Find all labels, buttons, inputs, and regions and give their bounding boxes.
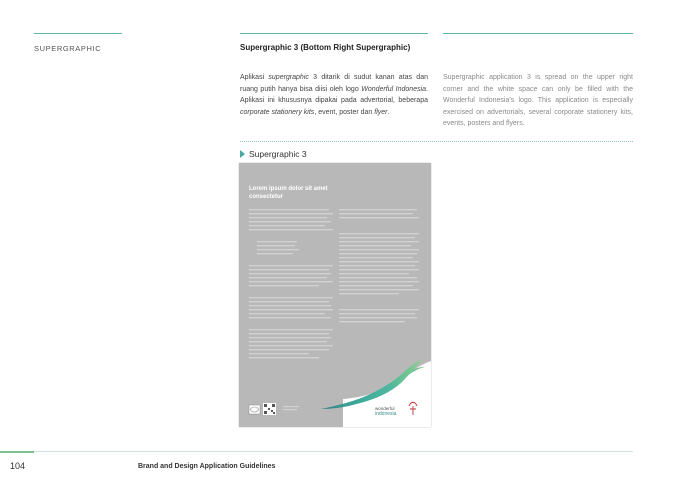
- footer-rule: [34, 451, 633, 452]
- description-indonesian: Aplikasi supergraphic 3 ditarik di sudut kanan atas dan ruang putih hanya bisa diisi oleh logo Wonderful Indonesia. Aplikasi ini khususnya dipakai pada advertorial, beberapa corporate stationery kits, event, poster dan flyer.: [240, 74, 428, 116]
- dotted-divider: [240, 141, 633, 142]
- figure-caption-text: Supergraphic 3: [249, 149, 307, 159]
- page-number: 104: [10, 461, 26, 471]
- top-rule-right: [443, 33, 633, 34]
- page-heading: Supergraphic 3 (Bottom Right Supergraphic): [240, 43, 411, 52]
- top-rule-middle: [240, 33, 428, 34]
- footer-title: Brand and Design Application Guidelines: [138, 463, 276, 470]
- poster-title: Lorem ipsum dolor sit amet consectetur: [249, 186, 328, 200]
- poster-artwork: [239, 163, 431, 427]
- poster-mockup: [239, 163, 431, 427]
- caret-right-icon: [240, 150, 245, 158]
- logo-wordmark: [375, 406, 396, 417]
- figure-caption: [240, 149, 307, 159]
- poster-body-text: [249, 209, 419, 410]
- footer-accent-bar: [0, 451, 34, 453]
- logo-wordmark-line2: indonesia: [375, 410, 397, 417]
- poster-corner-whitespace: [343, 361, 431, 427]
- logo-wordmark-line1: wonderful: [375, 406, 395, 411]
- section-label: SUPERGRAPHIC: [34, 44, 102, 53]
- description-english: Supergraphic application 3 is spread on the upper right corner and the white space can only be filled with the Wonderful Indonesia's logo. This application is especially exercised on advertorials, several corporate stationery kits, events, posters and flyers.: [443, 74, 633, 127]
- top-rule-left: [34, 33, 122, 34]
